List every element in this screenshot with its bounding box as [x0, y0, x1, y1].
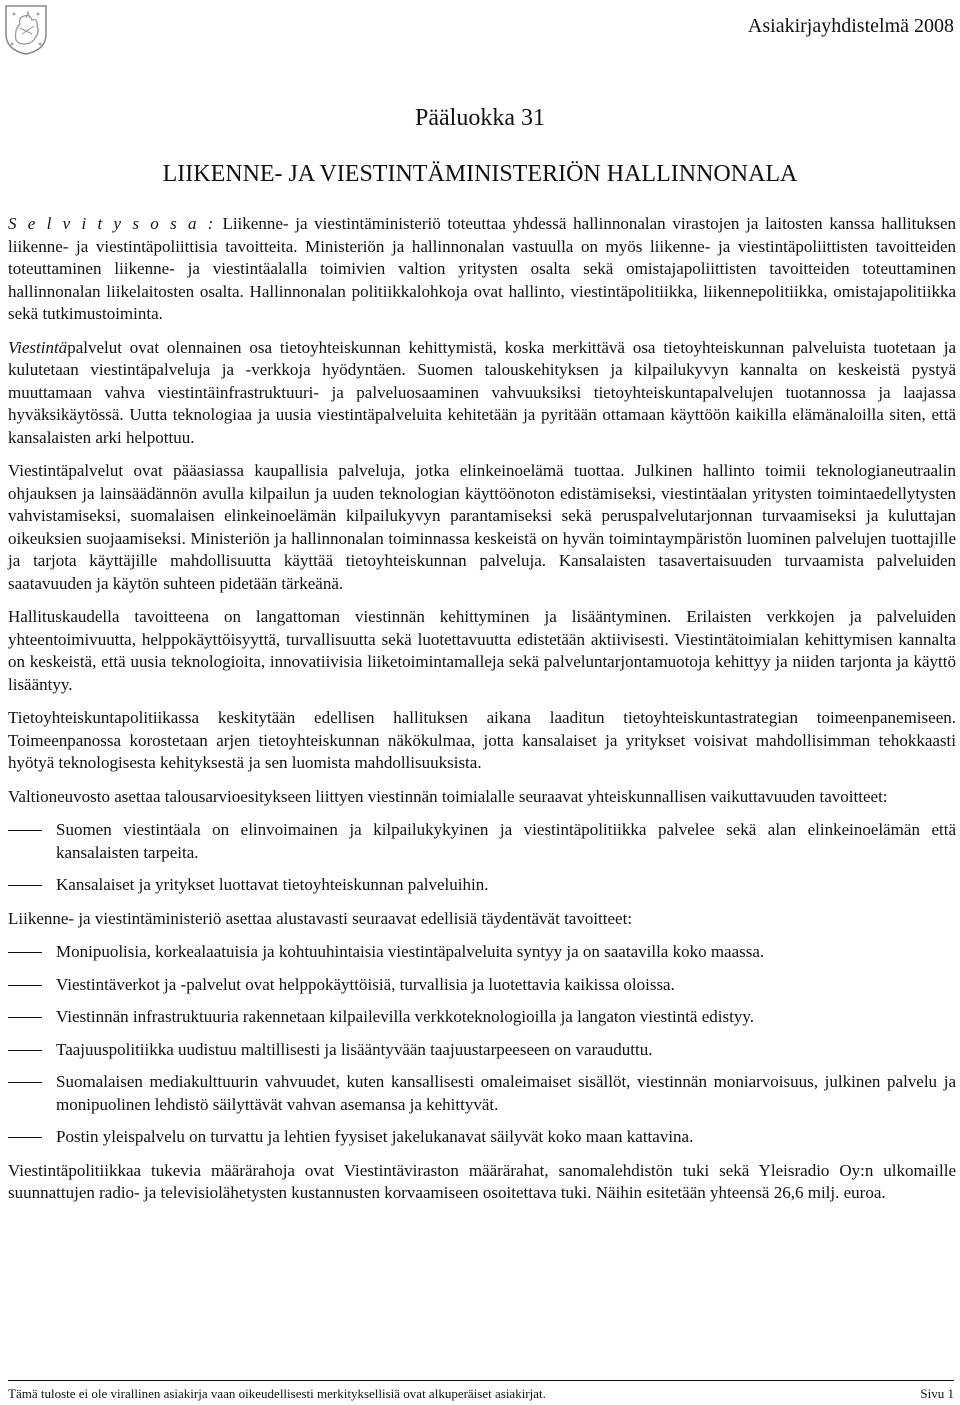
- administration-heading: LIIKENNE- JA VIESTINTÄMINISTERIÖN HALLINNONALA: [162, 161, 798, 187]
- paragraph-text: palvelut ovat olennainen osa tietoyhteiskunnan kehittymistä, koska merkittävä osa tietoyhteiskunnan palveluista tuotetaan ja kulutetaan viestintäpalveluja ja -verkkoja hyödyntäen. Suomen talouskehityksen ja kilpailukyvyn kannalta on keskeistä pystyä muuttamaan vahva viestintäinfrastruktuuri- ja palveluosaaminen vahvuuksiksi tietoyhteiskuntapalvelujen tuotannossa ja laajassa hyväksikäytössä. Uutta teknologiaa ja uusia viestintäpalveluita kehitetään ja pyritään ottamaan käyttöön kaikilla elämänaloilla siten, että kansalaisten arki helpottuu.: [8, 337, 956, 447]
- ministry-goals-list: [8, 941, 956, 1149]
- paragraph-text: Liikenne- ja viestintäministeriö toteuttaa yhdessä hallinnonalan virastojen ja laitosten kanssa hallituksen liikenne- ja viestintäpoliittisia tavoitteita. Ministeriön ja hallinnonalan vastuulla on myös liikenne- ja viestintäpoliittisten tavoitteiden toteuttaminen liikenne- ja viestintäalalla toimivien valtion yritysten osalta sekä omistajapoliittisten tavoitteiden toteuttaminen hallinnonalan liikelaitosten osalta. Hallinnonalan politiikkalohkoja ovat hallinto, viestintäpolitiikka, liikennepolitiikka, omistajapolitiikka sekä tutkimustoiminta.: [8, 214, 956, 323]
- footer-divider: [8, 1380, 954, 1381]
- list-item: Kansalaiset ja yritykset luottavat tietoyhteiskunnan palveluihin.: [8, 874, 956, 897]
- finnish-lion-crest-icon: [4, 4, 48, 56]
- paragraph-appropriations: Viestintäpolitiikkaa tukevia määrärahoja ovat Viestintäviraston määrärahat, sanomalehdistön tuki sekä Yleisradio Oy:n ulkomaille suunnattujen radio- ja televisiolähetysten kustannusten korvaamiseen osoitettava tuki. Näihin esitetään yhteensä 26,6 milj. euroa.: [8, 1160, 956, 1202]
- paragraph-communication-services: [8, 337, 956, 450]
- paragraph-commercial-services: Viestintäpalvelut ovat pääasiassa kaupallisia palveluja, jotka elinkeinoelämä tuottaa. Julkinen hallinto toimii teknologianeutraalin ohjauksen ja lainsäädännön avulla kilpailun ja uuden teknologian käyttöönoton edistämiseksi, viestintäalan yritysten toimintaedellytysten vahvistamiseksi, suomalaisen elinkeinoelämän kilpailukyvyn parantamiseksi sekä peruspalvelutarjonnan turvaamiseksi ja kuluttajan oikeuksien suojaamiseksi. Ministeriön ja hallinnonalan toiminnassa keskeistä on hyvän toimintaympäristön luominen palvelujen tuottajille ja tarjota käyttäjille mahdollisuutta käyttää tietoyhteiskunnan palveluja. Kansalaisten tasavertaisuuden turvaamista palveluiden saatavuuden ja käytön suhteen pidetään tärkeänä.: [8, 461, 956, 593]
- list-item: Suomen viestintäala on elinvoimainen ja kilpailukykyinen ja viestintäpolitiikka palvelee sekä alan elinkeinoelämän että kansalaisten tarpeita.: [8, 819, 956, 864]
- paragraph-government-term: Hallituskaudella tavoitteena on langattoman viestinnän kehittyminen ja lisääntyminen. Erilaisten verkkojen ja palveluiden yhteentoimivuutta, helppokäyttöisyyttä, turvallisuutta sekä luotettavuutta edistetään aktiivisesti. Viestintätoimialan kehittymisen kannalta on keskeistä, että uusia teknologioita, innovatiivisia liiketoimintamalleja sekä palveluntarjontamuotoja kehittyy ja niiden tarjonta ja käyttö lisääntyy.: [8, 607, 956, 694]
- societal-goals-list: [8, 819, 956, 897]
- list-item: Monipuolisia, korkealaatuisia ja kohtuuhintaisia viestintäpalveluita syntyy ja on saatavilla koko maassa.: [8, 941, 956, 964]
- selvitysosa-label: S e l v i t y s o s a :: [8, 214, 216, 233]
- page-number: Sivu 1: [920, 1386, 954, 1401]
- main-class-heading: Pääluokka 31: [415, 105, 545, 131]
- paragraph-goals-intro: Valtioneuvosto asettaa talousarvioesitykseen liittyen viestinnän toimialalle seuraavat yhteiskunnallisen vaikuttavuuden tavoitteet:: [8, 786, 888, 806]
- paragraph-information-society: Tietoyhteiskuntapolitiikassa keskitytään edellisen hallituksen aikana laaditun tietoyhteiskuntastrategian toimeenpanemiseen. Toimeenpanossa korostetaan arjen tietoyhteiskunnan näkökulmaa, jotta kansalaiset ja yritykset voisivat mahdollisimman tehokkaasti hyötyä teknologisesta kehityksestä ja sen luomista mahdollisuuksista.: [8, 708, 956, 772]
- italic-term: Viestintä: [8, 337, 68, 357]
- list-item: Taajuuspolitiikka uudistuu maltillisesti ja lisääntyvään taajuustarpeeseen on varauduttu.: [8, 1039, 956, 1062]
- footer-disclaimer: Tämä tuloste ei ole virallinen asiakirja vaan oikeudellisesti merkityksellisiä ovat alkuperäiset asiakirjat.: [8, 1386, 546, 1401]
- paragraph-intro: [8, 213, 956, 326]
- document-collection-title: Asiakirjayhdistelmä 2008: [747, 15, 954, 37]
- list-item: Viestinnän infrastruktuuria rakennetaan kilpailevilla verkkoteknologioilla ja langaton viestintä edistyy.: [8, 1006, 956, 1029]
- list-item: Postin yleispalvelu on turvattu ja lehtien fyysiset jakelukanavat säilyvät koko maan kattavina.: [8, 1126, 956, 1149]
- paragraph-ministry-goals-intro: Liikenne- ja viestintäministeriö asettaa alustavasti seuraavat edellisiä täydentävät tavoitteet:: [8, 908, 633, 928]
- list-item: Suomalaisen mediakulttuurin vahvuudet, kuten kansallisesti omaleimaiset sisällöt, viestinnän moniarvoisuus, julkinen palvelu ja monipuolinen lehdistö säilyttävät vahvan asemansa ja kehittyvät.: [8, 1071, 956, 1116]
- list-item: Viestintäverkot ja -palvelut ovat helppokäyttöisiä, turvallisia ja luotettavia kaikissa oloissa.: [8, 974, 956, 997]
- document-body: [8, 213, 956, 1216]
